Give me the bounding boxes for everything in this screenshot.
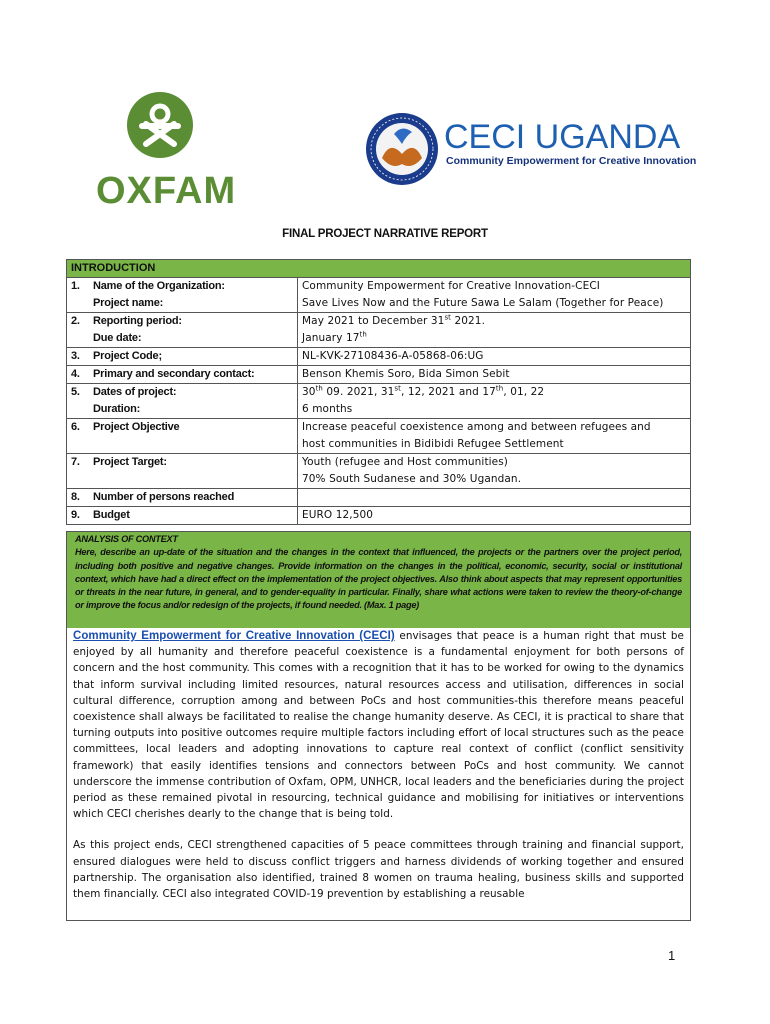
intro-label-text: Duration: <box>93 403 141 415</box>
intro-label-number: 3. <box>71 350 80 362</box>
intro-label-number: 7. <box>71 456 80 468</box>
intro-row-label <box>67 507 298 525</box>
intro-row-value <box>298 454 691 489</box>
intro-value-line: NL-KVK-27108436-A-05868-06:UG <box>302 350 484 362</box>
intro-label-text: Dates of project: <box>93 386 177 398</box>
intro-row-value <box>298 419 691 454</box>
intro-label-text: Number of persons reached <box>93 491 235 503</box>
intro-label-number: 1. <box>71 280 80 292</box>
intro-row-label <box>67 348 298 366</box>
intro-row-label <box>67 419 298 454</box>
analysis-title: ANALYSIS OF CONTEXT <box>75 534 178 544</box>
intro-label-text: Reporting period: <box>93 315 182 327</box>
intro-row-value <box>298 348 691 366</box>
intro-label-line <box>71 313 293 330</box>
page-number: 1 <box>668 948 676 963</box>
intro-row-value <box>298 507 691 525</box>
intro-row-value <box>298 384 691 419</box>
intro-value-line: Youth (refugee and Host communities) <box>302 456 509 468</box>
intro-label-line <box>71 454 293 471</box>
introduction-table <box>66 259 691 525</box>
intro-label-line <box>71 419 293 436</box>
intro-row <box>67 366 691 384</box>
intro-value-line: Benson Khemis Soro, Bida Simon Sebit <box>302 368 510 380</box>
intro-value-line: Community Empowerment for Creative Innovation-CECI <box>302 280 600 292</box>
introduction-heading-row <box>67 260 691 278</box>
intro-label-line <box>71 348 293 365</box>
intro-value-line: host communities in Bidibidi Refugee Settlement <box>302 438 564 450</box>
intro-label-number: 9. <box>71 509 80 521</box>
intro-value-line: 70% South Sudanese and 30% Ugandan. <box>302 473 522 485</box>
intro-label-text: Name of the Organization: <box>93 280 225 292</box>
ceci-subtitle: Community Empowerment for Creative Innovation <box>446 155 697 167</box>
intro-value-line: January 17th <box>302 330 367 344</box>
intro-label-line <box>71 507 293 524</box>
intro-row <box>67 348 691 366</box>
intro-row-value <box>298 278 691 313</box>
intro-label-text: Project Code; <box>93 350 162 362</box>
intro-label-text: Project name: <box>93 297 164 309</box>
intro-label-number: 5. <box>71 386 80 398</box>
intro-label-line <box>71 295 293 312</box>
intro-label-line <box>71 278 293 295</box>
report-title: FINAL PROJECT NARRATIVE REPORT <box>282 228 488 240</box>
intro-row-label <box>67 384 298 419</box>
intro-row <box>67 454 691 489</box>
introduction-heading: INTRODUCTION <box>67 260 691 278</box>
intro-value-line: 30th 09. 2021, 31st, 12, 2021 and 17th, 01, 22 <box>302 384 545 398</box>
intro-label-text: Primary and secondary contact: <box>93 368 255 380</box>
ceci-seal-icon <box>360 110 444 188</box>
analysis-of-context-section <box>66 531 691 921</box>
ceci-link[interactable]: Community Empowerment for Creative Innovation (CECI) <box>73 630 395 642</box>
intro-row-label <box>67 313 298 348</box>
intro-value-line: Increase peaceful coexistence among and between refugees and <box>302 421 651 433</box>
intro-value-line: Save Lives Now and the Future Sawa Le Salam (Together for Peace) <box>302 297 664 309</box>
intro-label-text: Project Target: <box>93 456 167 468</box>
intro-label-number: 4. <box>71 368 80 380</box>
analysis-paragraph-1-text: envisages that peace is a human right that must be enjoyed by all humanity and therefore peaceful coexistence is a fundamental enjoyment for both persons of concern and the host community. This comes with a recognition that it has to be worked for owing to the dynamics that inform survival including limited resources, natural resources access and utilisation, differences in social cultural difference, corruption among and between PoCs and host communities-this therefore means peaceful coexistence shall always be facilitated to realise the change humanity deserve. As CECI, it is practical to share that turning outputs into positive outcomes require multiple factors including effort of local structures such as the peace committees, local leaders and adopting innovations to capture real context of conflict (conflict sensitivity framework) that easily identifies tensions and connectors between PoCs and host community. We cannot underscore the immense contribution of Oxfam, OPM, UNHCR, local leaders and the beneficiaries during the project period as these remained pivotal in resourcing, technical guidance and mobilising for initiatives or interventions which CECI cherishes dearly to the change that is being told. <box>73 630 684 821</box>
intro-value-line: 6 months <box>302 403 353 415</box>
intro-row <box>67 507 691 525</box>
intro-row-value <box>298 489 691 507</box>
intro-row-label <box>67 278 298 313</box>
intro-label-line <box>71 489 293 506</box>
ceci-title: CECI UGANDA <box>444 118 681 156</box>
intro-row-label <box>67 454 298 489</box>
intro-row-value <box>298 313 691 348</box>
intro-row <box>67 489 691 507</box>
intro-label-number: 8. <box>71 491 80 503</box>
intro-label-line <box>71 366 293 383</box>
intro-label-number: 6. <box>71 421 80 433</box>
intro-label-text: Budget <box>93 509 130 521</box>
intro-row <box>67 384 691 419</box>
intro-value-line <box>302 489 686 506</box>
oxfam-wordmark: OXFAM <box>96 170 237 212</box>
analysis-instructions: Here, describe an up-date of the situation and the changes in the context that influenced, the projects or the partners over the project period, including both positive and negative changes. Provide information on the changes in the political, economic, security, social or institutional context, which have had a direct effect on the implementation of the project objectives. Also think about aspects that may represent opportunities or threats in the near future, in general, and to gender-equality in particular. Finally, share what actions were taken to review the theory-of-change or improve the focus and/or redesign of the projects, if found needed. (Max. 1 page) <box>75 547 682 611</box>
intro-row <box>67 419 691 454</box>
intro-row <box>67 278 691 313</box>
analysis-paragraph-1 <box>73 628 684 822</box>
intro-label-line <box>71 384 293 401</box>
intro-label-text: Due date: <box>93 332 142 344</box>
intro-row-label <box>67 366 298 384</box>
intro-row <box>67 313 691 348</box>
intro-label-line <box>71 401 293 418</box>
analysis-instructions-box <box>67 532 690 628</box>
intro-value-line: EURO 12,500 <box>302 509 374 521</box>
intro-row-label <box>67 489 298 507</box>
intro-row-value <box>298 366 691 384</box>
intro-label-text: Project Objective <box>93 421 180 433</box>
analysis-body <box>67 628 690 902</box>
intro-value-line: May 2021 to December 31st 2021. <box>302 313 486 327</box>
analysis-paragraph-2: As this project ends, CECI strengthened capacities of 5 peace committees through training and financial support, ensured dialogues were held to discuss conflict triggers and harness dividends of working together and ensured partnership. The organisation also identified, trained 8 women on trauma healing, business skills and supported them financially. CECI also integrated COVID-19 prevention by establishing a reusable <box>73 839 684 901</box>
intro-label-line <box>71 330 293 347</box>
intro-label-number: 2. <box>71 315 80 327</box>
